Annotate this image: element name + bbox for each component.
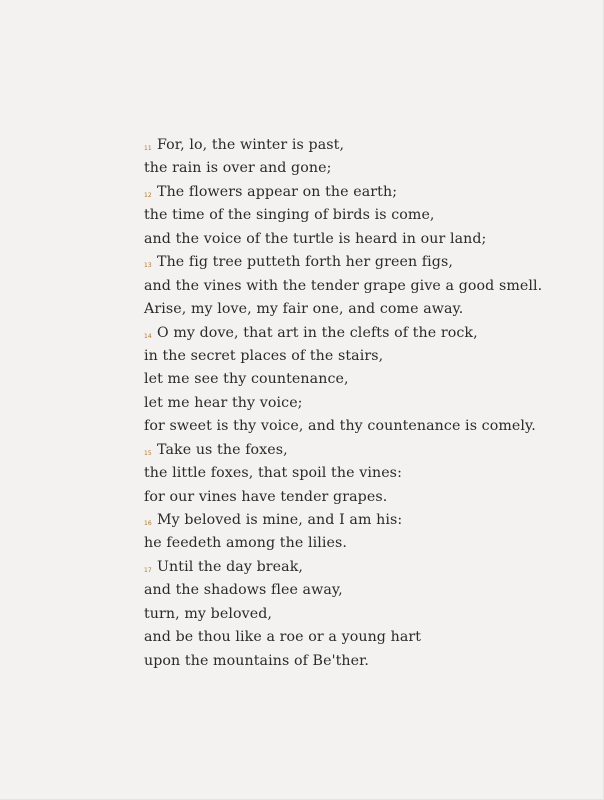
- poem-line: [144, 228, 584, 251]
- line-text: For, lo, the winter is past,: [157, 137, 345, 153]
- poem-line: [144, 532, 584, 555]
- line-text: Take us the foxes,: [157, 441, 288, 458]
- poem-line: [144, 603, 584, 626]
- verse-number: 15: [144, 449, 152, 457]
- poem-line: [144, 298, 584, 321]
- poem-line: [144, 134, 584, 157]
- line-text: O my dove, that art in the clefts of the rock,: [157, 324, 478, 341]
- line-text: the time of the singing of birds is come,: [144, 207, 435, 224]
- line-text: let me see thy countenance,: [144, 371, 349, 388]
- poem-line: [144, 439, 584, 462]
- line-text: turn, my beloved,: [144, 605, 273, 622]
- poem-line: [144, 415, 584, 438]
- verse-number: 11: [144, 145, 152, 152]
- line-text: for our vines have tender grapes.: [144, 488, 388, 505]
- poem-line: [144, 251, 584, 274]
- verse-number: 12: [144, 191, 152, 199]
- line-text: upon the mountains of Be'ther.: [144, 652, 370, 669]
- verse-number: 16: [144, 520, 152, 527]
- verse-number: 14: [144, 332, 152, 340]
- verse-number: 13: [144, 262, 152, 270]
- verse-number: 17: [144, 566, 152, 574]
- line-text: let me hear thy voice;: [144, 394, 303, 411]
- line-text: in the secret places of the stairs,: [144, 347, 384, 364]
- poem-line: [144, 626, 584, 649]
- poem-line: [144, 157, 584, 180]
- poem-line: [144, 275, 584, 298]
- poem-line: [144, 322, 584, 345]
- poem-line: [144, 204, 584, 227]
- poem-text-block: [144, 134, 584, 673]
- line-text: he feedeth among the lilies.: [144, 535, 347, 552]
- poem-line: [144, 579, 584, 602]
- poem-line: [144, 486, 584, 509]
- line-text: the rain is over and gone;: [144, 160, 332, 177]
- line-text: and the shadows flee away,: [144, 582, 343, 599]
- poem-line: [144, 368, 584, 391]
- line-text: The fig tree putteth forth her green figs,: [157, 254, 453, 271]
- poem-line: [144, 462, 584, 485]
- line-text: Until the day break,: [157, 558, 304, 575]
- poem-line: [144, 181, 584, 204]
- poem-line: [144, 392, 584, 415]
- line-text: and the vines with the tender grape give a good smell.: [144, 277, 543, 294]
- line-text: and the voice of the turtle is heard in our land;: [144, 230, 487, 247]
- poem-line: [144, 509, 584, 532]
- line-text: and be thou like a roe or a young hart: [144, 629, 422, 646]
- line-text: The flowers appear on the earth;: [157, 183, 398, 200]
- poem-line: [144, 556, 584, 579]
- line-text: Arise, my love, my fair one, and come away.: [144, 301, 464, 318]
- poem-line: [144, 650, 584, 673]
- line-text: the little foxes, that spoil the vines:: [144, 465, 402, 482]
- poem-line: [144, 345, 584, 368]
- line-text: for sweet is thy voice, and thy countenance is comely.: [144, 418, 536, 435]
- line-text: My beloved is mine, and I am his:: [157, 512, 403, 528]
